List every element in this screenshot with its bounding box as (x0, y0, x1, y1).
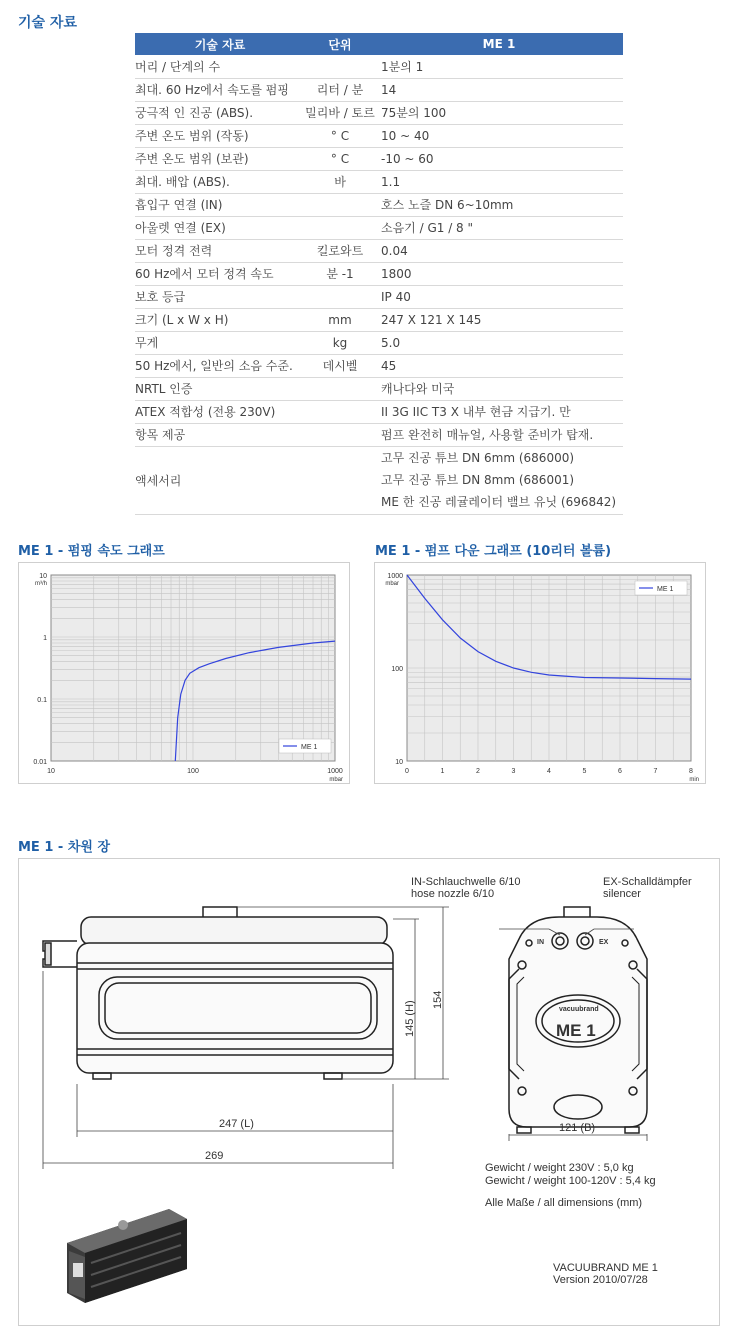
table-row (135, 147, 623, 170)
section-title-pump-down: ME 1 - 펌프 다운 그래프 (10리터 볼륨) (375, 544, 612, 559)
x-tick-label: 10 (47, 768, 55, 775)
spec-unit-cell: 리터 / 분 (305, 78, 375, 101)
spec-unit-cell (305, 400, 375, 423)
spec-name-cell: 흡입구 연결 (IN) (135, 193, 305, 216)
spec-value-cell: 45 (375, 354, 623, 377)
badge-model: ME 1 (556, 1021, 596, 1040)
y-tick-label: 10 (39, 573, 47, 580)
header-tech-data: 기술 자료 (135, 33, 305, 55)
spec-unit-cell (305, 446, 375, 514)
spec-name-cell: 60 Hz에서 모터 정격 속도 (135, 262, 305, 285)
spec-value-cell: 247 X 121 X 145 (375, 308, 623, 331)
spec-name-cell: 아울렛 연결 (EX) (135, 216, 305, 239)
spec-value-cell: 소음기 / G1 / 8 " (375, 216, 623, 239)
legend-label: ME 1 (301, 744, 318, 751)
spec-unit-cell: 분 -1 (305, 262, 375, 285)
weight-230v: Gewicht / weight 230V : 5,0 kg (485, 1162, 634, 1174)
legend-label: ME 1 (657, 586, 674, 593)
grid (51, 575, 335, 761)
dim-width-label: 121 (B) (559, 1122, 596, 1134)
table-row (135, 101, 623, 124)
spec-name-cell: 최대. 60 Hz에서 속도를 펌핑 (135, 78, 305, 101)
dim-overall-length-label: 269 (205, 1150, 224, 1162)
table-row (135, 377, 623, 400)
x-tick-label: 1000 (327, 768, 343, 775)
spec-unit-cell: 바 (305, 170, 375, 193)
table-row (135, 239, 623, 262)
spec-value-cell: 1800 (375, 262, 623, 285)
version-text: Version 2010/07/28 (553, 1274, 648, 1286)
dim-overall-height-label: 154 (432, 990, 444, 1009)
spec-value-cell: 75분의 100 (375, 101, 623, 124)
spec-value-cell: 0.04 (375, 239, 623, 262)
table-row (135, 308, 623, 331)
spec-value-cell: 10 ~ 40 (375, 124, 623, 147)
spec-value-cell: 1분의 1 (375, 55, 623, 78)
spec-value-cell: 14 (375, 78, 623, 101)
section-title-tech-data: 기술 자료 (18, 15, 77, 31)
spec-unit-cell: ° C (305, 124, 375, 147)
port-ex-label: EX (599, 939, 609, 946)
spec-value-cell: II 3G IIC T3 X 내부 현금 지급기. 만 (375, 400, 623, 423)
table-row (135, 55, 623, 78)
accessory-item: 고무 진공 튜브 DN 8mm (686001) (381, 473, 575, 487)
x-tick-label: 2 (476, 768, 480, 775)
spec-name-cell: 최대. 배압 (ABS). (135, 170, 305, 193)
pump-front-view (509, 907, 647, 1133)
table-row (135, 262, 623, 285)
spec-table-header (135, 33, 623, 55)
spec-unit-cell: kg (305, 331, 375, 354)
table-row (135, 170, 623, 193)
spec-value-cell: 캐나다와 미국 (375, 377, 623, 400)
dimensions-note: Alle Maße / all dimensions (mm) (485, 1197, 643, 1209)
spec-unit-cell: 밀리바 / 토르 (305, 101, 375, 124)
spec-unit-cell (305, 285, 375, 308)
table-row (135, 124, 623, 147)
spec-value-cell: 1.1 (375, 170, 623, 193)
table-row (135, 423, 623, 446)
in-label-de: IN-Schlauchwelle 6/10 (411, 876, 521, 888)
x-tick-label: 0 (405, 768, 409, 775)
spec-unit-cell: 데시벨 (305, 354, 375, 377)
accessory-item: ME 한 진공 레귤레이터 밸브 유닛 (696842) (381, 495, 617, 509)
dim-height-label: 145 (H) (404, 1000, 416, 1037)
table-row (135, 216, 623, 239)
spec-name-cell: NRTL 인증 (135, 377, 305, 400)
spec-name-cell: 보호 등급 (135, 285, 305, 308)
ex-label-de: EX-Schalldämpfer (603, 876, 692, 888)
spec-unit-cell (305, 216, 375, 239)
ex-label-en: silencer (603, 888, 641, 900)
y-tick-label: 1000 (387, 573, 403, 580)
table-row (135, 400, 623, 423)
dimension-drawing (18, 858, 720, 1326)
spec-unit-cell (305, 193, 375, 216)
spec-unit-cell: mm (305, 308, 375, 331)
y-axis-unit: m³/h (35, 581, 47, 587)
section-title-pumping-speed: ME 1 - 펌핑 속도 그래프 (18, 544, 165, 559)
grid (407, 575, 691, 761)
badge-brand: vacuubrand (559, 1006, 599, 1013)
table-row (135, 354, 623, 377)
x-tick-label: 3 (511, 768, 516, 775)
table-row (135, 78, 623, 101)
spec-value-cell (375, 446, 623, 514)
x-tick-label: 100 (187, 768, 199, 775)
spec-unit-cell (305, 377, 375, 400)
spec-value-cell: -10 ~ 60 (375, 147, 623, 170)
table-row (135, 285, 623, 308)
weight-100-120v: Gewicht / weight 100-120V : 5,4 kg (485, 1175, 656, 1187)
spec-name-cell: 머리 / 단계의 수 (135, 55, 305, 78)
header-model: ME 1 (375, 33, 623, 55)
spec-name-cell: 크기 (L x W x H) (135, 308, 305, 331)
spec-table (135, 33, 623, 515)
table-row (135, 193, 623, 216)
section-title-dimension-sheet: ME 1 - 차원 장 (18, 840, 111, 855)
spec-unit-cell: ° C (305, 147, 375, 170)
x-tick-label: 8 (689, 768, 693, 775)
pumping-speed-chart (18, 562, 350, 784)
spec-name-cell: 무게 (135, 331, 305, 354)
x-axis-unit: mbar (329, 777, 343, 783)
port-in-label: IN (537, 939, 544, 946)
spec-name-cell: 주변 온도 범위 (작동) (135, 124, 305, 147)
spec-unit-cell: 킬로와트 (305, 239, 375, 262)
x-tick-label: 1 (440, 768, 445, 775)
y-tick-label: 0.1 (37, 697, 47, 704)
y-tick-label: 0.01 (33, 759, 47, 766)
spec-value-cell: 5.0 (375, 331, 623, 354)
pump-side-view (43, 907, 393, 1079)
in-label-en: hose nozzle 6/10 (411, 888, 495, 900)
spec-name-cell: 궁극적 인 진공 (ABS). (135, 101, 305, 124)
spec-name-cell: 항목 제공 (135, 423, 305, 446)
x-tick-label: 7 (653, 768, 658, 775)
x-tick-label: 4 (547, 768, 551, 775)
spec-name-cell: 주변 온도 범위 (보관) (135, 147, 305, 170)
brand-model-text: VACUUBRAND ME 1 (553, 1262, 658, 1274)
table-row (135, 331, 623, 354)
x-axis-unit: min (689, 777, 699, 783)
accessory-item: 고무 진공 튜브 DN 6mm (686000) (381, 451, 575, 465)
spec-unit-cell (305, 423, 375, 446)
spec-name-cell: ATEX 적합성 (전용 230V) (135, 400, 305, 423)
y-tick-label: 10 (395, 759, 403, 766)
table-row-accessories (135, 446, 623, 514)
spec-name-cell: 모터 정격 전력 (135, 239, 305, 262)
x-tick-label: 5 (582, 768, 587, 775)
pump-photo (67, 1209, 187, 1303)
y-tick-label: 100 (391, 666, 403, 673)
spec-value-cell: IP 40 (375, 285, 623, 308)
spec-value-cell: 호스 노즐 DN 6~10mm (375, 193, 623, 216)
y-tick-label: 1 (43, 635, 47, 642)
pump-down-chart (374, 562, 706, 784)
spec-name-cell: 50 Hz에서, 일반의 소음 수준. (135, 354, 305, 377)
spec-name-cell: 액세서리 (135, 446, 305, 514)
spec-unit-cell (305, 55, 375, 78)
y-axis-unit: mbar (385, 581, 399, 587)
header-unit: 단위 (305, 33, 375, 55)
dim-length-label: 247 (L) (219, 1118, 254, 1130)
x-tick-label: 6 (618, 768, 622, 775)
spec-value-cell: 펌프 완전히 매뉴얼, 사용할 준비가 탑재. (375, 423, 623, 446)
